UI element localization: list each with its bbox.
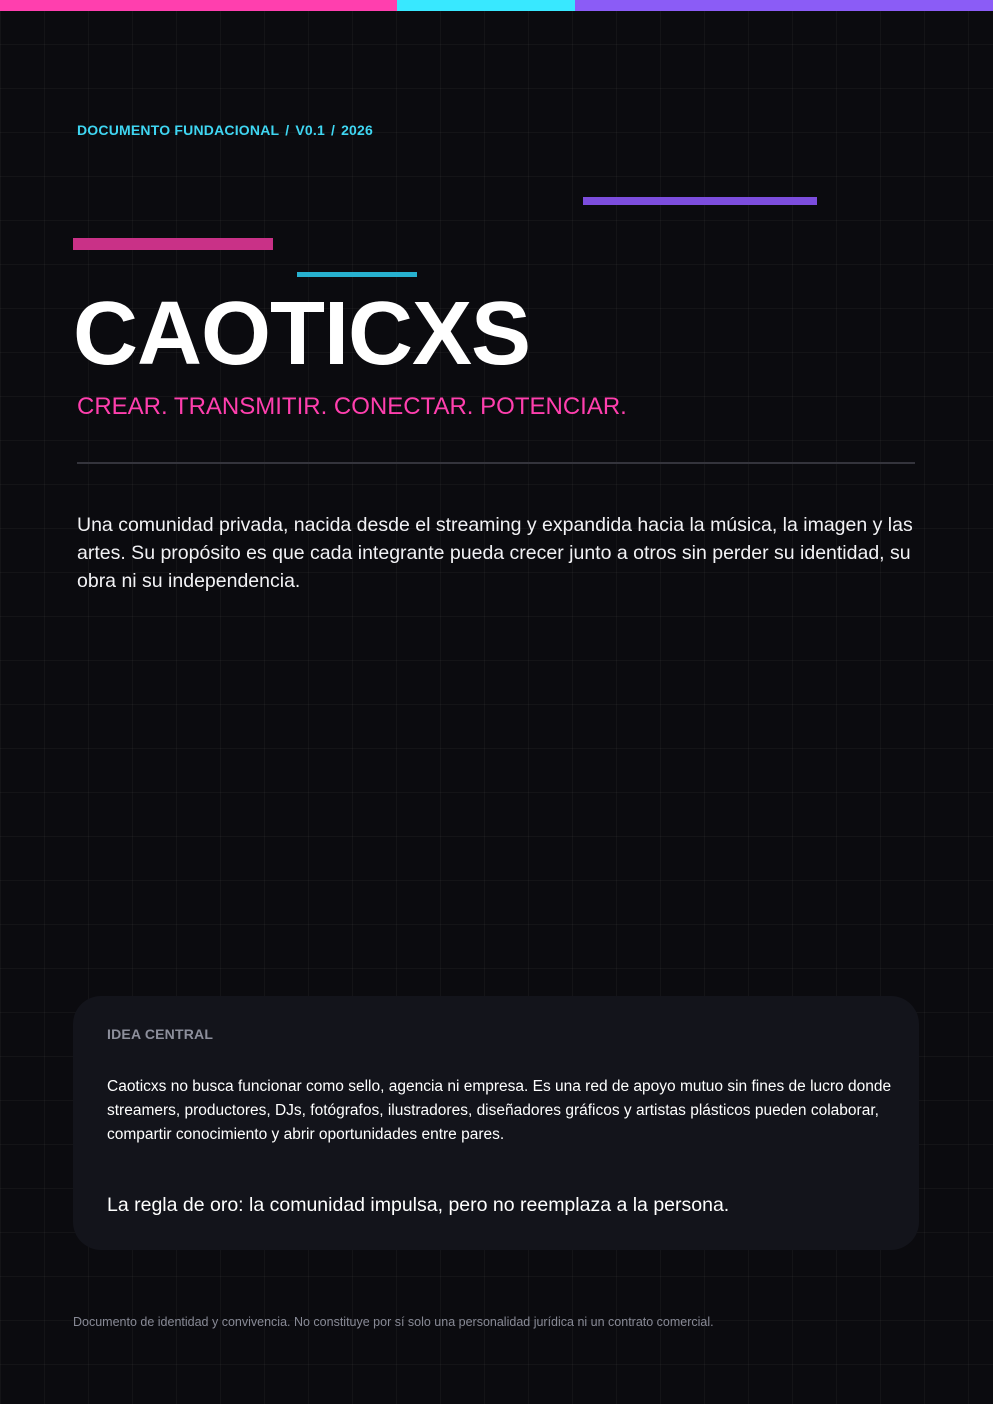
doc-year: 2026 [341, 122, 374, 138]
intro-paragraph: Una comunidad privada, nacida desde el streaming y expandida hacia la música, la imagen y las artes. Su propósito es que cada integrante pueda crecer junto a otros sin perder su identidad, su obra ni su independencia. [77, 514, 913, 592]
footer-note: Documento de identidad y convivencia. No constituye por sí solo una personalidad jurídica ni un contrato comercial. [73, 1315, 714, 1329]
meta-separator: / [285, 122, 290, 138]
card-body: Caoticxs no busca funcionar como sello, agencia ni empresa. Es una red de apoyo mutuo sin fines de lucro donde streamers, productores, DJs, fotógrafos, ilustradores, diseñadores gráficos y artistas plásticos pueden colaborar, compartir conocimiento y abrir oportunidades entre pares. [107, 1078, 892, 1143]
document-meta [77, 122, 373, 138]
top-bar-pink-segment [0, 0, 397, 11]
top-bar-violet-segment [575, 0, 993, 11]
section-divider [77, 462, 915, 464]
decorative-cyan-line [297, 272, 417, 277]
doc-version: V0.1 [295, 122, 325, 138]
top-bar-cyan-segment [397, 0, 575, 11]
golden-rule: La regla de oro: la comunidad impulsa, pero no reemplaza a la persona. [107, 1194, 730, 1216]
meta-separator: / [330, 122, 336, 138]
doc-type: DOCUMENTO FUNDACIONAL [77, 122, 280, 138]
decorative-violet-line [583, 197, 817, 205]
page-title: CAOTICXS [73, 284, 531, 384]
decorative-pink-line [73, 238, 273, 250]
top-color-bar [0, 0, 993, 11]
tagline: CREAR. TRANSMITIR. CONECTAR. POTENCIAR. [77, 393, 627, 420]
card-label: IDEA CENTRAL [107, 1026, 214, 1042]
idea-central-card [73, 996, 919, 1250]
